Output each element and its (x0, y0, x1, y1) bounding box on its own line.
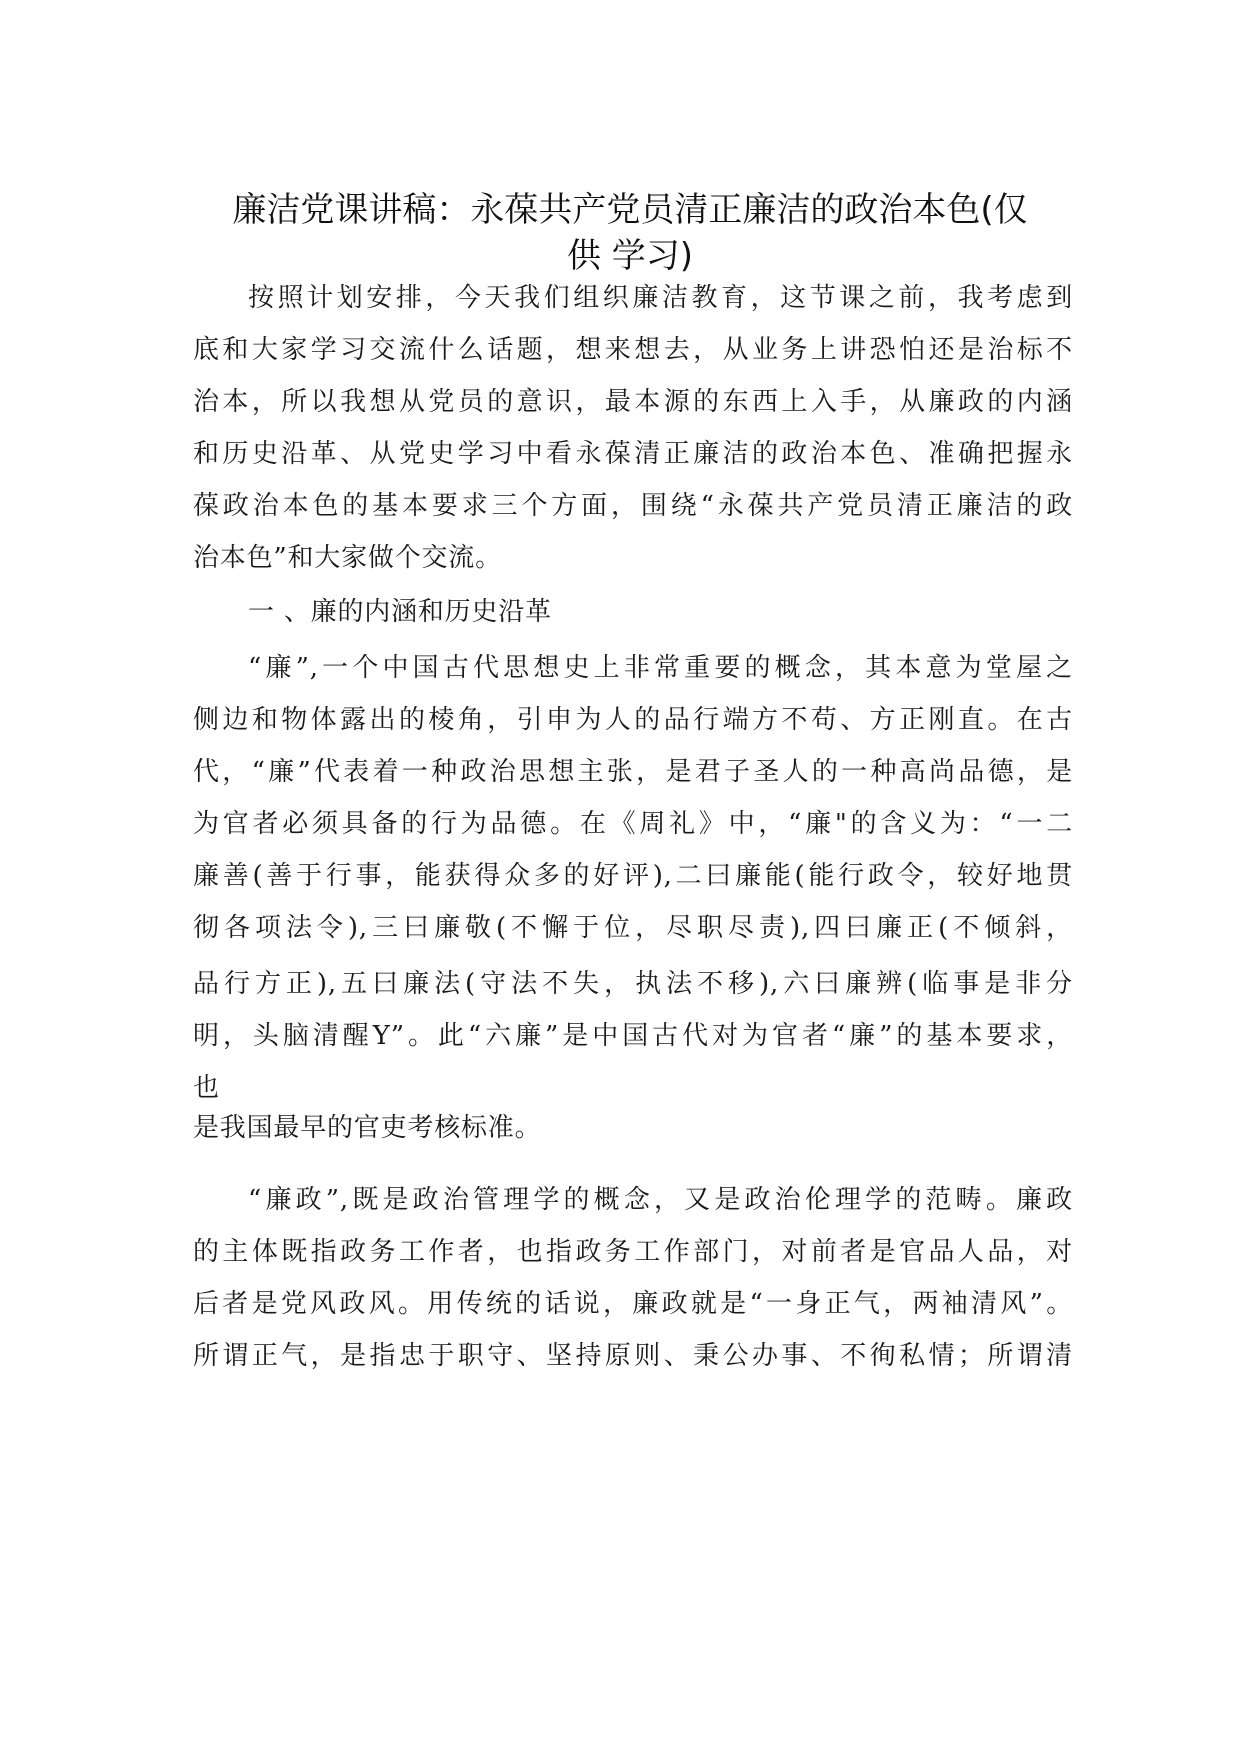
paragraph-line: 廉善(善于行事，能获得众多的好评),二曰廉能(能行政令，较好地贯 (193, 861, 1073, 891)
paragraph-line: 品行方正),五曰廉法(守法不失，执法不移),六曰廉辨(临事是非分 (193, 969, 1073, 999)
document-title-line-2: 供 学习) (566, 236, 694, 276)
paragraph-line: 明，头脑清醒Y”。此“六廉”是中国古代对为官者“廉”的基本要求， (193, 1021, 1073, 1051)
document-title-line-1: 廉洁党课讲稿：永葆共产党员清正廉洁的政治本色(仅 (232, 190, 1028, 230)
intro-line: 按照计划安排，今天我们组织廉洁教育，这节课之前，我考虑到 (248, 283, 1073, 313)
paragraph-line: 为官者必须具备的行为品德。在《周礼》中，“廉"的含义为：“一二 (193, 809, 1073, 839)
intro-line: 和历史沿革、从党史学习中看永葆清正廉洁的政治本色、准确把握永 (193, 439, 1073, 469)
paragraph-line: 所谓正气，是指忠于职守、坚持原则、秉公办事、不徇私情；所谓清 (193, 1341, 1073, 1371)
intro-line: 底和大家学习交流什么话题，想来想去，从业务上讲恐怕还是治标不 (193, 335, 1073, 365)
section-heading: 一 、廉的内涵和历史沿革 (248, 597, 552, 627)
paragraph-line: 也 (193, 1073, 220, 1103)
paragraph-line: 后者是党风政风。用传统的话说，廉政就是“一身正气，两袖清风”。 (193, 1289, 1073, 1319)
paragraph-line: 是我国最早的官吏考核标准。 (193, 1113, 542, 1143)
paragraph-line: 代，“廉”代表着一种政治思想主张，是君子圣人的一种高尚品德，是 (193, 757, 1073, 787)
paragraph-line: 彻各项法令),三曰廉敬(不懈于位，尽职尽责),四曰廉正(不倾斜， (193, 913, 1073, 943)
paragraph-line: “廉政”,既是政治管理学的概念，又是政治伦理学的范畴。廉政 (248, 1185, 1073, 1215)
intro-line: 葆政治本色的基本要求三个方面，围绕“永葆共产党员清正廉洁的政 (193, 491, 1073, 521)
intro-line: 治本色”和大家做个交流。 (193, 543, 502, 573)
paragraph-line: 侧边和物体露出的棱角，引申为人的品行端方不苟、方正刚直。在古 (193, 705, 1073, 735)
intro-line: 治本，所以我想从党员的意识，最本源的东西上入手，从廉政的内涵 (193, 387, 1073, 417)
paragraph-line: “廉”,一个中国古代思想史上非常重要的概念，其本意为堂屋之 (248, 653, 1073, 683)
paragraph-line: 的主体既指政务工作者，也指政务工作部门，对前者是官品人品，对 (193, 1237, 1073, 1267)
